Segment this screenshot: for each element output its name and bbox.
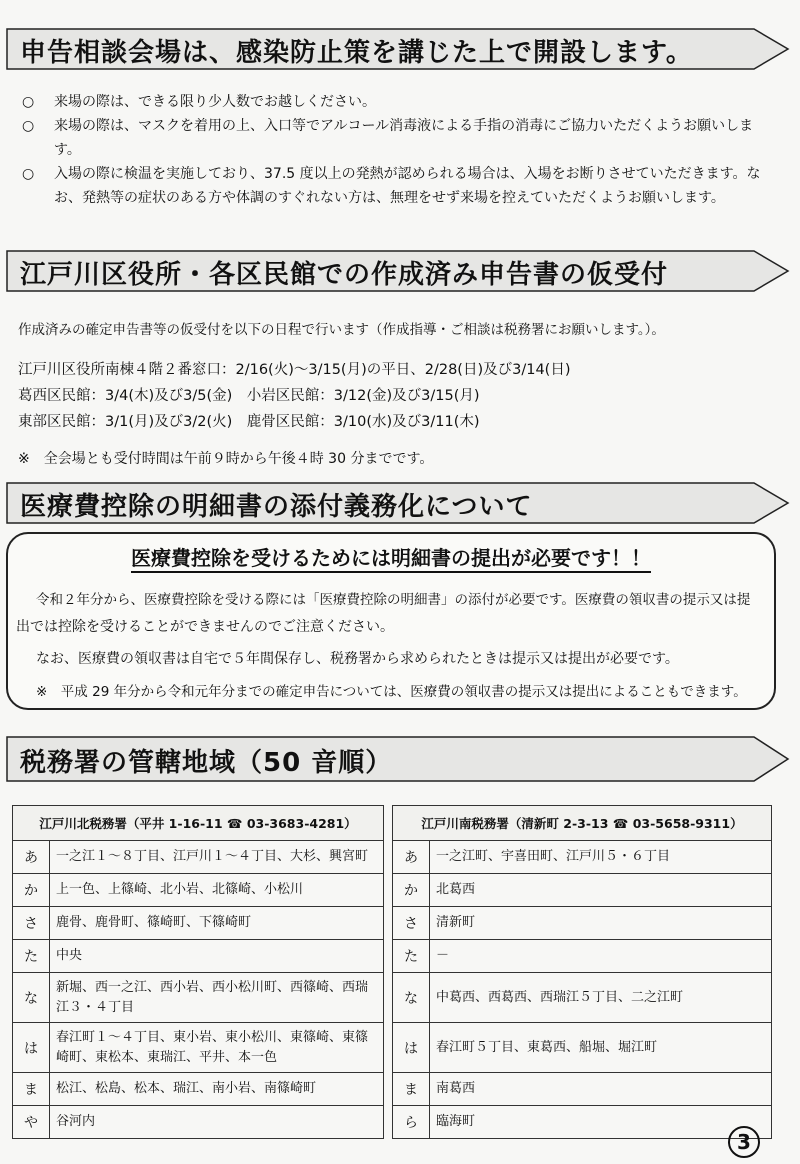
section3-heading: 医療費控除の明細書の添付義務化について — [20, 492, 533, 522]
list-item-text: 来場の際は、できる限り少人数でお越しください。 — [54, 94, 376, 110]
section2-intro: 作成済みの確定申告書等の仮受付を以下の日程で行います（作成指導・ご相談は税務署にお願いします。）。 — [18, 322, 665, 338]
list-item — [18, 114, 780, 162]
circle-bullet-icon: ○ — [22, 94, 35, 110]
kana-cell: た — [13, 940, 50, 973]
area-cell: 春江町５丁目、東葛西、船堀、堀江町 — [430, 1023, 772, 1073]
notice-paragraph: 令和２年分から、医療費控除を受ける際には「医療費控除の明細書」の添付が必要です。医療費の領収書の提示又は提 — [36, 592, 751, 608]
table-row — [393, 841, 772, 874]
notice-box — [6, 532, 776, 710]
area-cell: 春江町１～４丁目、東小岩、東小松川、東篠崎、東篠崎町、東松本、東瑞江、平井、本一色 — [50, 1023, 384, 1073]
list-item — [18, 162, 780, 210]
area-cell: 松江、松島、松本、瑞江、南小岩、南篠崎町 — [50, 1073, 384, 1106]
area-cell: 清新町 — [430, 907, 772, 940]
table-row — [13, 907, 384, 940]
table-row — [393, 1073, 772, 1106]
notice-title — [8, 542, 774, 571]
kana-cell: さ — [13, 907, 50, 940]
table-row — [13, 841, 384, 874]
circle-bullet-icon: ○ — [22, 118, 35, 134]
area-cell: 中葛西、西葛西、西瑞江５丁目、二之江町 — [430, 973, 772, 1023]
table-row — [393, 1106, 772, 1139]
area-cell: 鹿骨、鹿骨町、篠崎町、下篠崎町 — [50, 907, 384, 940]
table-row — [13, 1073, 384, 1106]
circle-bullet-icon: ○ — [22, 166, 35, 182]
area-cell: 新堀、西一之江、西小岩、西小松川町、西篠崎、西瑞江３・４丁目 — [50, 973, 384, 1023]
table-row — [13, 874, 384, 907]
table-row — [393, 874, 772, 907]
area-cell: 一之江町、宇喜田町、江戸川５・６丁目 — [430, 841, 772, 874]
area-cell: 臨海町 — [430, 1106, 772, 1139]
kana-cell: さ — [393, 907, 430, 940]
table-row — [13, 1023, 384, 1073]
north-office-header: 江戸川北税務署（平井 1-16-11 ☎ 03-3683-4281） — [13, 806, 384, 841]
section4-banner — [6, 736, 790, 782]
list-item-text: 来場の際は、マスクを着用の上、入口等でアルコール消毒液による手指の消毒にご協力いただくようお願いします。 — [54, 118, 754, 158]
area-cell: 上一色、上篠崎、北小岩、北篠崎、小松川 — [50, 874, 384, 907]
kana-cell: ま — [393, 1073, 430, 1106]
table-row — [393, 907, 772, 940]
kana-cell: あ — [393, 841, 430, 874]
kana-cell: た — [393, 940, 430, 973]
table-row — [393, 940, 772, 973]
south-office-header: 江戸川南税務署（清新町 2-3-13 ☎ 03-5658-9311） — [393, 806, 772, 841]
section1-heading: 申告相談会場は、感染防止策を講じた上で開設します。 — [20, 38, 693, 68]
area-cell: 谷河内 — [50, 1106, 384, 1139]
area-cell: 中央 — [50, 940, 384, 973]
section1-list — [18, 90, 780, 210]
kana-cell: な — [13, 973, 50, 1023]
area-cell: 南葛西 — [430, 1073, 772, 1106]
kana-cell: は — [13, 1023, 50, 1073]
area-cell: 北葛西 — [430, 874, 772, 907]
kana-cell: は — [393, 1023, 430, 1073]
section1-banner — [6, 28, 790, 70]
schedule-line: 江戸川区役所南棟４階２番窓口：2/16(火)～3/15(月)の平日、2/28(日)及び3/14(日) — [18, 362, 571, 378]
table-row — [393, 973, 772, 1023]
section2-banner — [6, 250, 790, 292]
section4-heading: 税務署の管轄地域（50 音順） — [20, 748, 393, 778]
kana-cell: か — [393, 874, 430, 907]
kana-cell: か — [13, 874, 50, 907]
table-row — [13, 940, 384, 973]
section3-banner — [6, 482, 790, 524]
schedule-line: 葛西区民館：3/4(木)及び3/5(金) 小岩区民館：3/12(金)及び3/15(月) — [18, 388, 480, 404]
page-number: 3 — [728, 1126, 760, 1158]
notice-footnote: ※ 平成 29 年分から令和元年分までの確定申告については、医療費の領収書の提示又は提出によることもできます。 — [36, 684, 747, 700]
kana-cell: あ — [13, 841, 50, 874]
kana-cell: ら — [393, 1106, 430, 1139]
notice-paragraph: なお、医療費の領収書は自宅で５年間保存し、税務署から求められたときは提示又は提出が必要です。 — [36, 651, 679, 667]
list-item — [18, 90, 780, 114]
kana-cell: ま — [13, 1073, 50, 1106]
list-item-text: 入場の際に検温を実施しており、37.5 度以上の発熱が認められる場合は、入場をお断りさせていただきます。なお、発熱等の症状のある方や体調のすぐれない方は、無理をせず来場を控えていただくようお願いします。 — [54, 166, 761, 206]
schedule-line: 東部区民館：3/1(月)及び3/2(火) 鹿骨区民館：3/10(水)及び3/11(木) — [18, 414, 480, 430]
table-row — [13, 973, 384, 1023]
south-tax-office-table — [392, 805, 772, 1139]
kana-cell: な — [393, 973, 430, 1023]
table-row — [13, 1106, 384, 1139]
table-row — [393, 1023, 772, 1073]
area-cell: － — [430, 940, 772, 973]
notice-title-text: 医療費控除を受けるためには明細書の提出が必要です！！ — [131, 546, 651, 573]
notice-paragraph: 出では控除を受けることができませんのでご注意ください。 — [16, 619, 394, 635]
section2-note: ※ 全会場とも受付時間は午前９時から午後４時 30 分までです。 — [18, 451, 434, 467]
kana-cell: や — [13, 1106, 50, 1139]
north-tax-office-table — [12, 805, 384, 1139]
area-cell: 一之江１～８丁目、江戸川１～４丁目、大杉、興宮町 — [50, 841, 384, 874]
section2-heading: 江戸川区役所・各区民館での作成済み申告書の仮受付 — [20, 260, 669, 290]
